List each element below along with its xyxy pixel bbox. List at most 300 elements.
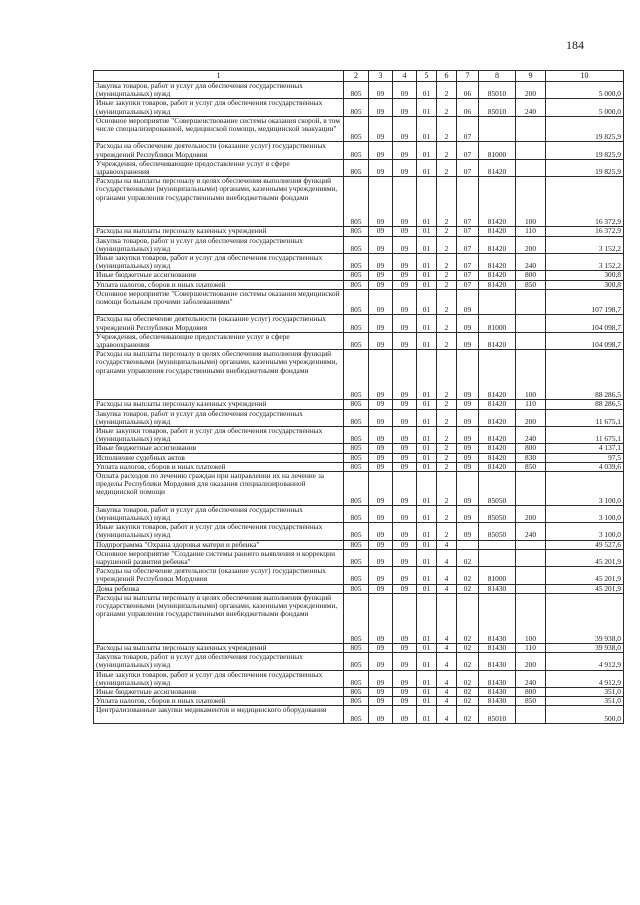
code-cell: 09 xyxy=(457,427,479,444)
code-cell: 01 xyxy=(417,409,437,426)
code-cell xyxy=(479,540,516,549)
code-cell: 805 xyxy=(344,280,369,289)
table-row xyxy=(94,505,624,522)
code-cell: 2 xyxy=(437,99,457,116)
row-sum: 107 198,7 xyxy=(546,289,624,315)
code-cell xyxy=(516,706,546,723)
code-cell: 2 xyxy=(437,315,457,332)
row-name: Иные закупки товаров, работ и услуг для обеспечения государственных (муниципальных) нужд xyxy=(94,99,344,116)
row-sum: 300,8 xyxy=(546,271,624,280)
code-cell: 01 xyxy=(417,549,437,566)
code-cell: 09 xyxy=(369,254,393,271)
code-cell: 01 xyxy=(417,82,437,99)
code-cell: 09 xyxy=(393,400,417,409)
row-sum: 300,8 xyxy=(546,280,624,289)
code-cell: 800 xyxy=(516,688,546,697)
row-sum: 39 938,0 xyxy=(546,644,624,653)
code-cell: 09 xyxy=(369,697,393,706)
code-cell: 09 xyxy=(393,584,417,593)
code-cell: 07 xyxy=(457,177,479,227)
code-cell: 2 xyxy=(437,472,457,506)
code-cell: 09 xyxy=(393,254,417,271)
code-cell: 110 xyxy=(516,400,546,409)
code-cell: 805 xyxy=(344,400,369,409)
code-cell: 09 xyxy=(369,116,393,142)
row-sum: 19 825,9 xyxy=(546,116,624,142)
row-name: Иные закупки товаров, работ и услуг для обеспечения государственных (муниципальных) нужд xyxy=(94,670,344,687)
code-cell: 09 xyxy=(393,505,417,522)
code-cell: 4 xyxy=(437,593,457,643)
code-cell: 07 xyxy=(457,159,479,176)
row-sum: 45 201,9 xyxy=(546,584,624,593)
row-sum: 4 039,6 xyxy=(546,462,624,471)
code-cell: 805 xyxy=(344,644,369,653)
row-sum: 45 201,9 xyxy=(546,549,624,566)
code-cell: 01 xyxy=(417,400,437,409)
code-cell xyxy=(516,472,546,506)
code-cell: 81420 xyxy=(479,254,516,271)
budget-table xyxy=(93,70,624,724)
row-sum: 16 372,9 xyxy=(546,177,624,227)
code-cell: 01 xyxy=(417,350,437,400)
code-cell: 805 xyxy=(344,593,369,643)
code-cell: 85050 xyxy=(479,523,516,540)
row-name: Расходы на выплаты персоналу казенных учреждений xyxy=(94,400,344,409)
code-cell: 02 xyxy=(457,584,479,593)
code-cell xyxy=(516,142,546,159)
code-cell: 85050 xyxy=(479,472,516,506)
header-cell: 2 xyxy=(344,71,369,82)
code-cell: 200 xyxy=(516,409,546,426)
code-cell: 805 xyxy=(344,271,369,280)
row-name: Иные бюджетные ассигнования xyxy=(94,688,344,697)
row-name: Расходы на выплаты персоналу в целях обеспечения выполнения функций государственными (муниципальными) органами, казенными учреждениями, органами управления государственными внебюджетными фондами xyxy=(94,593,344,643)
code-cell: 02 xyxy=(457,653,479,670)
code-cell: 09 xyxy=(457,462,479,471)
code-cell: 2 xyxy=(437,82,457,99)
code-cell: 01 xyxy=(417,289,437,315)
code-cell: 09 xyxy=(457,505,479,522)
code-cell: 09 xyxy=(393,644,417,653)
header-cell: 7 xyxy=(457,71,479,82)
code-cell: 09 xyxy=(369,142,393,159)
code-cell: 01 xyxy=(417,653,437,670)
table-row xyxy=(94,670,624,687)
table-header-row xyxy=(94,71,624,82)
row-name: Исполнение судебных актов xyxy=(94,453,344,462)
code-cell: 240 xyxy=(516,99,546,116)
code-cell: 850 xyxy=(516,280,546,289)
row-name: Иные закупки товаров, работ и услуг для обеспечения государственных (муниципальных) нужд xyxy=(94,254,344,271)
table-row xyxy=(94,227,624,236)
code-cell: 01 xyxy=(417,697,437,706)
code-cell: 2 xyxy=(437,280,457,289)
table-row xyxy=(94,549,624,566)
header-cell: 4 xyxy=(393,71,417,82)
row-sum: 19 825,9 xyxy=(546,142,624,159)
table-row xyxy=(94,236,624,253)
code-cell: 240 xyxy=(516,523,546,540)
code-cell: 01 xyxy=(417,540,437,549)
code-cell: 09 xyxy=(369,409,393,426)
code-cell: 200 xyxy=(516,653,546,670)
row-sum: 5 000,0 xyxy=(546,99,624,116)
code-cell: 85050 xyxy=(479,505,516,522)
row-name: Закупка товаров, работ и услуг для обеспечения государственных (муниципальных) нужд xyxy=(94,409,344,426)
code-cell: 4 xyxy=(437,584,457,593)
code-cell: 01 xyxy=(417,332,437,349)
row-name: Закупка товаров, работ и услуг для обеспечения государственных (муниципальных) нужд xyxy=(94,505,344,522)
code-cell: 100 xyxy=(516,593,546,643)
code-cell: 2 xyxy=(437,159,457,176)
code-cell: 2 xyxy=(437,505,457,522)
code-cell: 805 xyxy=(344,670,369,687)
code-cell: 09 xyxy=(369,593,393,643)
table-row xyxy=(94,567,624,584)
code-cell: 09 xyxy=(457,453,479,462)
table-row xyxy=(94,116,624,142)
code-cell: 110 xyxy=(516,644,546,653)
code-cell: 09 xyxy=(393,523,417,540)
row-name: Иные закупки товаров, работ и услуг для обеспечения государственных (муниципальных) нужд xyxy=(94,523,344,540)
code-cell: 09 xyxy=(369,271,393,280)
code-cell: 805 xyxy=(344,254,369,271)
code-cell: 09 xyxy=(393,453,417,462)
code-cell: 4 xyxy=(437,706,457,723)
code-cell: 2 xyxy=(437,523,457,540)
code-cell: 01 xyxy=(417,99,437,116)
code-cell: 02 xyxy=(457,549,479,566)
code-cell: 09 xyxy=(393,472,417,506)
code-cell: 805 xyxy=(344,289,369,315)
table-row xyxy=(94,280,624,289)
code-cell: 2 xyxy=(437,462,457,471)
code-cell: 09 xyxy=(393,116,417,142)
code-cell: 200 xyxy=(516,82,546,99)
row-name: Расходы на обеспечение деятельности (оказание услуг) государственных учреждений Республики Мордовия xyxy=(94,315,344,332)
code-cell: 81420 xyxy=(479,444,516,453)
code-cell: 81420 xyxy=(479,350,516,400)
row-sum: 4 137,1 xyxy=(546,444,624,453)
code-cell: 85010 xyxy=(479,706,516,723)
code-cell: 805 xyxy=(344,409,369,426)
code-cell: 81420 xyxy=(479,236,516,253)
code-cell: 2 xyxy=(437,409,457,426)
code-cell: 01 xyxy=(417,236,437,253)
code-cell: 2 xyxy=(437,177,457,227)
code-cell: 09 xyxy=(393,427,417,444)
table-row xyxy=(94,453,624,462)
code-cell xyxy=(479,549,516,566)
code-cell: 09 xyxy=(457,400,479,409)
code-cell: 01 xyxy=(417,280,437,289)
code-cell: 09 xyxy=(369,653,393,670)
code-cell: 09 xyxy=(369,227,393,236)
code-cell: 805 xyxy=(344,142,369,159)
table-row xyxy=(94,82,624,99)
code-cell xyxy=(516,159,546,176)
row-name: Расходы на выплаты персоналу в целях обеспечения выполнения функций государственными (муниципальными) органами, казенными учреждениями, органами управления государственными внебюджетными фондами xyxy=(94,177,344,227)
code-cell: 2 xyxy=(437,236,457,253)
code-cell: 07 xyxy=(457,142,479,159)
code-cell: 2 xyxy=(437,227,457,236)
row-name: Иные закупки товаров, работ и услуг для обеспечения государственных (муниципальных) нужд xyxy=(94,427,344,444)
code-cell: 01 xyxy=(417,462,437,471)
row-name: Уплата налогов, сборов и иных платежей xyxy=(94,280,344,289)
code-cell: 2 xyxy=(437,350,457,400)
code-cell: 01 xyxy=(417,688,437,697)
row-name: Расходы на выплаты персоналу в целях обеспечения выполнения функций государственными (муниципальными) органами, казенными учреждениями, органами управления государственными внебюджетными фондами xyxy=(94,350,344,400)
code-cell xyxy=(516,540,546,549)
code-cell: 805 xyxy=(344,706,369,723)
code-cell: 4 xyxy=(437,549,457,566)
code-cell: 2 xyxy=(437,116,457,142)
code-cell: 09 xyxy=(393,99,417,116)
row-sum: 88 286,5 xyxy=(546,350,624,400)
code-cell: 09 xyxy=(393,177,417,227)
code-cell: 09 xyxy=(369,584,393,593)
code-cell: 81420 xyxy=(479,409,516,426)
code-cell: 09 xyxy=(393,236,417,253)
code-cell: 4 xyxy=(437,688,457,697)
code-cell: 81000 xyxy=(479,567,516,584)
row-sum: 11 675,1 xyxy=(546,427,624,444)
code-cell: 81420 xyxy=(479,280,516,289)
code-cell: 830 xyxy=(516,453,546,462)
row-sum: 104 098,7 xyxy=(546,315,624,332)
code-cell: 01 xyxy=(417,472,437,506)
code-cell: 09 xyxy=(393,670,417,687)
code-cell: 01 xyxy=(417,271,437,280)
row-sum: 3 152,2 xyxy=(546,236,624,253)
code-cell: 01 xyxy=(417,116,437,142)
header-cell: 1 xyxy=(94,71,344,82)
code-cell: 240 xyxy=(516,254,546,271)
row-name: Учреждения, обеспечивающие предоставление услуг в сфере здравоохранения xyxy=(94,159,344,176)
code-cell: 81430 xyxy=(479,584,516,593)
code-cell: 805 xyxy=(344,350,369,400)
header-cell: 9 xyxy=(516,71,546,82)
code-cell: 02 xyxy=(457,670,479,687)
table-row xyxy=(94,697,624,706)
code-cell: 200 xyxy=(516,505,546,522)
code-cell: 09 xyxy=(393,697,417,706)
code-cell: 805 xyxy=(344,472,369,506)
header-cell: 3 xyxy=(369,71,393,82)
code-cell: 01 xyxy=(417,670,437,687)
code-cell: 200 xyxy=(516,236,546,253)
table-row xyxy=(94,427,624,444)
table-row xyxy=(94,350,624,400)
table-row xyxy=(94,540,624,549)
code-cell: 81420 xyxy=(479,427,516,444)
table-row xyxy=(94,315,624,332)
table-row xyxy=(94,593,624,643)
code-cell: 09 xyxy=(393,540,417,549)
code-cell: 805 xyxy=(344,688,369,697)
code-cell: 850 xyxy=(516,697,546,706)
row-sum: 351,0 xyxy=(546,688,624,697)
code-cell: 09 xyxy=(457,523,479,540)
code-cell: 805 xyxy=(344,697,369,706)
table-body xyxy=(94,82,624,724)
code-cell: 4 xyxy=(437,670,457,687)
table-row xyxy=(94,688,624,697)
row-name: Расходы на выплаты персоналу казенных учреждений xyxy=(94,227,344,236)
code-cell: 81430 xyxy=(479,653,516,670)
code-cell: 01 xyxy=(417,523,437,540)
code-cell: 09 xyxy=(369,82,393,99)
code-cell: 4 xyxy=(437,540,457,549)
table-row xyxy=(94,472,624,506)
code-cell: 805 xyxy=(344,227,369,236)
code-cell: 02 xyxy=(457,706,479,723)
code-cell: 09 xyxy=(393,142,417,159)
code-cell: 01 xyxy=(417,706,437,723)
code-cell: 805 xyxy=(344,549,369,566)
code-cell: 07 xyxy=(457,271,479,280)
row-name: Основное мероприятие "Совершенствование системы оказания скорой, в том числе специализированной, медицинской помощи, медицинской эвакуации" xyxy=(94,116,344,142)
code-cell: 4 xyxy=(437,653,457,670)
row-name: Подпрограмма "Охрана здоровья матери и ребенка" xyxy=(94,540,344,549)
code-cell: 2 xyxy=(437,254,457,271)
code-cell: 09 xyxy=(393,227,417,236)
code-cell: 800 xyxy=(516,444,546,453)
code-cell: 01 xyxy=(417,644,437,653)
code-cell: 02 xyxy=(457,567,479,584)
table-row xyxy=(94,584,624,593)
code-cell: 09 xyxy=(393,332,417,349)
table-row xyxy=(94,444,624,453)
code-cell: 09 xyxy=(369,472,393,506)
code-cell: 02 xyxy=(457,593,479,643)
code-cell: 09 xyxy=(393,549,417,566)
row-name: Иные бюджетные ассигнования xyxy=(94,271,344,280)
code-cell: 09 xyxy=(369,177,393,227)
row-name: Закупка товаров, работ и услуг для обеспечения государственных (муниципальных) нужд xyxy=(94,653,344,670)
code-cell: 240 xyxy=(516,670,546,687)
row-sum: 49 527,6 xyxy=(546,540,624,549)
code-cell: 110 xyxy=(516,227,546,236)
code-cell: 09 xyxy=(369,400,393,409)
code-cell: 09 xyxy=(457,289,479,315)
code-cell xyxy=(479,289,516,315)
code-cell: 09 xyxy=(369,706,393,723)
code-cell: 805 xyxy=(344,177,369,227)
code-cell: 805 xyxy=(344,236,369,253)
header-cell: 6 xyxy=(437,71,457,82)
code-cell: 805 xyxy=(344,444,369,453)
header-cell: 10 xyxy=(546,71,624,82)
table-row xyxy=(94,706,624,723)
code-cell: 09 xyxy=(369,99,393,116)
row-sum: 88 286,5 xyxy=(546,400,624,409)
code-cell: 805 xyxy=(344,523,369,540)
code-cell: 07 xyxy=(457,116,479,142)
code-cell xyxy=(516,315,546,332)
code-cell xyxy=(516,332,546,349)
row-name: Основное мероприятие "Совершенствование системы оказания медицинской помощи больным прочими заболеваниями" xyxy=(94,289,344,315)
row-sum: 39 938,0 xyxy=(546,593,624,643)
code-cell: 81430 xyxy=(479,644,516,653)
code-cell: 81430 xyxy=(479,593,516,643)
code-cell: 4 xyxy=(437,567,457,584)
code-cell xyxy=(457,540,479,549)
code-cell: 09 xyxy=(393,289,417,315)
code-cell: 09 xyxy=(393,462,417,471)
code-cell: 09 xyxy=(393,350,417,400)
code-cell: 01 xyxy=(417,427,437,444)
code-cell: 805 xyxy=(344,99,369,116)
code-cell: 805 xyxy=(344,116,369,142)
code-cell: 09 xyxy=(457,409,479,426)
row-sum: 3 100,0 xyxy=(546,523,624,540)
code-cell: 805 xyxy=(344,332,369,349)
table-row xyxy=(94,177,624,227)
code-cell: 81430 xyxy=(479,697,516,706)
code-cell: 01 xyxy=(417,177,437,227)
code-cell: 09 xyxy=(369,462,393,471)
code-cell: 4 xyxy=(437,644,457,653)
code-cell: 81000 xyxy=(479,315,516,332)
code-cell: 01 xyxy=(417,584,437,593)
code-cell: 81430 xyxy=(479,688,516,697)
table-row xyxy=(94,332,624,349)
row-name: Расходы на выплаты персоналу казенных учреждений xyxy=(94,644,344,653)
code-cell: 100 xyxy=(516,177,546,227)
code-cell: 09 xyxy=(393,706,417,723)
code-cell: 09 xyxy=(369,315,393,332)
code-cell: 81420 xyxy=(479,227,516,236)
row-sum: 4 912,9 xyxy=(546,653,624,670)
code-cell: 805 xyxy=(344,653,369,670)
code-cell: 01 xyxy=(417,142,437,159)
table-row xyxy=(94,409,624,426)
row-name: Учреждения, обеспечивающие предоставление услуг в сфере здравоохранения xyxy=(94,332,344,349)
code-cell: 09 xyxy=(369,444,393,453)
code-cell: 01 xyxy=(417,315,437,332)
row-sum: 19 825,9 xyxy=(546,159,624,176)
code-cell: 09 xyxy=(457,444,479,453)
code-cell: 01 xyxy=(417,254,437,271)
code-cell xyxy=(479,116,516,142)
code-cell: 09 xyxy=(369,670,393,687)
code-cell: 09 xyxy=(369,332,393,349)
code-cell: 02 xyxy=(457,688,479,697)
code-cell: 09 xyxy=(369,644,393,653)
code-cell: 2 xyxy=(437,453,457,462)
code-cell: 09 xyxy=(369,540,393,549)
code-cell: 2 xyxy=(437,332,457,349)
row-name: Дома ребенка xyxy=(94,584,344,593)
code-cell: 2 xyxy=(437,289,457,315)
code-cell: 81420 xyxy=(479,332,516,349)
table-row xyxy=(94,653,624,670)
code-cell: 07 xyxy=(457,280,479,289)
header-cell: 8 xyxy=(479,71,516,82)
row-name: Уплата налогов, сборов и иных платежей xyxy=(94,462,344,471)
code-cell: 09 xyxy=(393,688,417,697)
row-name: Иные бюджетные ассигнования xyxy=(94,444,344,453)
code-cell: 09 xyxy=(369,549,393,566)
code-cell: 09 xyxy=(457,332,479,349)
code-cell: 09 xyxy=(369,688,393,697)
code-cell: 81420 xyxy=(479,400,516,409)
row-name: Расходы на обеспечение деятельности (оказание услуг) государственных учреждений Республики Мордовия xyxy=(94,567,344,584)
code-cell: 06 xyxy=(457,99,479,116)
code-cell: 09 xyxy=(393,82,417,99)
table-row xyxy=(94,159,624,176)
